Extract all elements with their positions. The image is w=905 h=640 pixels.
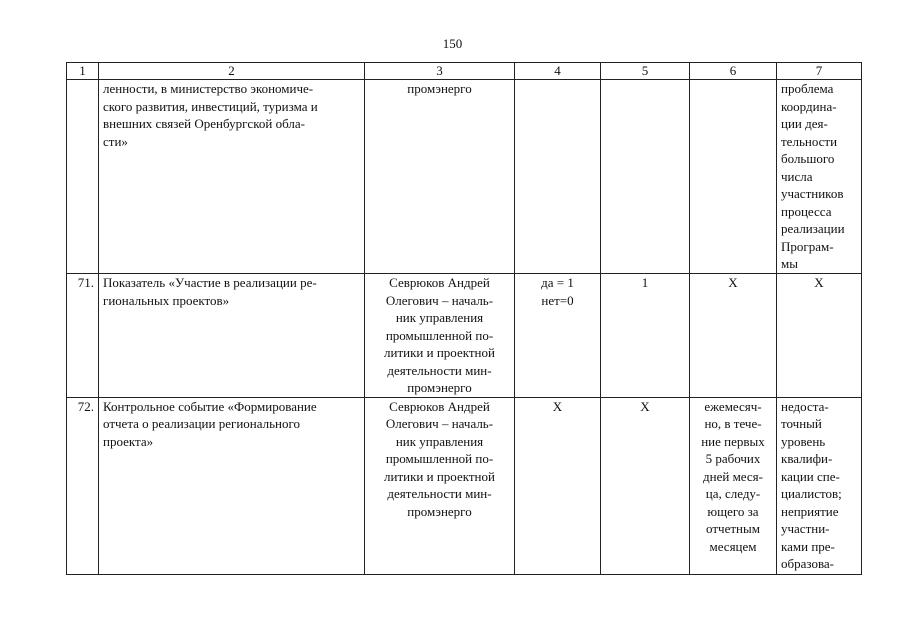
col6-cell xyxy=(690,274,777,398)
column-header-7: 7 xyxy=(777,63,862,80)
column-header-3: 3 xyxy=(365,63,515,80)
responsible-cell xyxy=(365,80,515,274)
risk-cell xyxy=(777,80,862,274)
name-cell xyxy=(99,80,365,274)
name-cell xyxy=(99,274,365,398)
cell-text-line: литики и проектной xyxy=(384,345,495,360)
cell-text-line: большого xyxy=(781,151,835,166)
page-number: 150 xyxy=(442,36,463,51)
cell-text-line: промышленной по- xyxy=(385,327,494,343)
cell-text-line: Х xyxy=(640,398,650,414)
responsible-cell xyxy=(365,397,515,574)
cell-text-line: участников xyxy=(781,186,844,201)
cell-text-line: неприятие xyxy=(781,503,839,519)
cell-text-line: отчетным xyxy=(706,521,760,536)
row-number-cell xyxy=(67,80,99,274)
cell-text-line: промышленной по- xyxy=(385,451,494,466)
col4-cell xyxy=(515,80,601,274)
table-row xyxy=(67,397,862,574)
cell-text-line: но, в тече- xyxy=(704,416,762,431)
cell-text-line: ского развития, инвестиций, туризма и xyxy=(103,98,318,114)
cell-text-line: ющего за xyxy=(707,503,759,519)
cell-text-line: проекта» xyxy=(103,433,154,449)
column-header-6: 6 xyxy=(690,63,777,80)
cell-text-line: числа xyxy=(781,168,813,184)
cell-text-line: ленности, в министерство экономиче- xyxy=(103,81,314,96)
cell-text-line: сти» xyxy=(103,133,128,149)
cell-text-line: Програм- xyxy=(781,238,834,254)
row-number-cell: 72. xyxy=(67,397,99,574)
cell-text-line: Олегович – началь- xyxy=(385,416,494,431)
col6-cell xyxy=(690,80,777,274)
cell-text-line: реализации xyxy=(781,221,845,236)
cell-text-line: гиональных проектов» xyxy=(103,292,230,308)
name-cell xyxy=(99,397,365,574)
cell-text-line: проблема xyxy=(781,81,834,96)
column-header-2: 2 xyxy=(99,63,365,80)
col5-cell xyxy=(601,80,690,274)
col4-cell xyxy=(515,397,601,574)
responsible-cell xyxy=(365,274,515,398)
cell-text-line: Показатель «Участие в реализации ре- xyxy=(103,275,317,290)
cell-text-line: мы xyxy=(781,256,798,271)
cell-text-line: ежемесяч- xyxy=(704,398,762,414)
cell-text-line: литики и проектной xyxy=(384,468,495,484)
cell-text-line: 1 xyxy=(641,275,649,290)
col4-cell xyxy=(515,274,601,398)
cell-text-line: ник управления xyxy=(395,310,484,325)
cell-text-line: Севрюков Андрей xyxy=(389,275,490,290)
cell-text-line: ками пре- xyxy=(781,538,835,554)
col5-cell xyxy=(601,274,690,398)
risk-cell xyxy=(777,397,862,574)
cell-text-line: участни- xyxy=(781,521,830,536)
cell-text-line: Х xyxy=(728,275,738,290)
cell-text-line: образова- xyxy=(781,556,835,571)
cell-text-line: ние первых xyxy=(701,433,765,449)
cell-text-line: промэнерго xyxy=(407,503,472,519)
table-row xyxy=(67,80,862,274)
cell-text-line: процесса xyxy=(781,203,832,219)
cell-text-line: Олегович – началь- xyxy=(385,292,494,308)
cell-text-line: циалистов; xyxy=(781,486,842,501)
cell-text-line: промэнерго xyxy=(407,380,472,395)
cell-text-line: ца, следу- xyxy=(705,486,761,501)
cell-text-line: ции дея- xyxy=(781,116,828,131)
cell-text-line: месяцем xyxy=(709,538,757,554)
cell-text-line: дней меся- xyxy=(703,468,763,484)
col6-cell xyxy=(690,397,777,574)
cell-text-line: кации спе- xyxy=(781,468,840,484)
risk-cell xyxy=(777,274,862,398)
table-header-row xyxy=(67,63,862,80)
cell-text-line: Х xyxy=(814,275,824,290)
col5-cell xyxy=(601,397,690,574)
cell-text-line: внешних связей Оренбургской обла- xyxy=(103,116,305,131)
cell-text-line: Контрольное событие «Формирование xyxy=(103,398,317,414)
cell-text-line: квалифи- xyxy=(781,451,833,466)
cell-text-line: уровень xyxy=(781,433,826,449)
cell-text-line: недоста- xyxy=(781,398,829,414)
cell-text-line: нет=0 xyxy=(541,292,574,308)
column-header-1: 1 xyxy=(67,63,99,80)
cell-text-line: 5 рабочих xyxy=(705,451,761,466)
column-header-5: 5 xyxy=(601,63,690,80)
cell-text-line: Севрюков Андрей xyxy=(389,398,490,414)
row-number-cell: 71. xyxy=(67,274,99,398)
column-header-4: 4 xyxy=(515,63,601,80)
cell-text-line: точный xyxy=(781,416,822,431)
cell-text-line: деятельности мин- xyxy=(387,362,492,378)
cell-text-line: да = 1 xyxy=(541,275,574,290)
data-table xyxy=(66,62,862,575)
cell-text-line: тельности xyxy=(781,133,838,149)
table-row xyxy=(67,274,862,398)
cell-text-line: промэнерго xyxy=(407,81,472,96)
cell-text-line: ник управления xyxy=(395,433,484,449)
cell-text-line: Х xyxy=(552,398,563,414)
cell-text-line: отчета о реализации регионального xyxy=(103,416,300,431)
cell-text-line: деятельности мин- xyxy=(387,486,492,501)
cell-text-line: координа- xyxy=(781,98,837,114)
